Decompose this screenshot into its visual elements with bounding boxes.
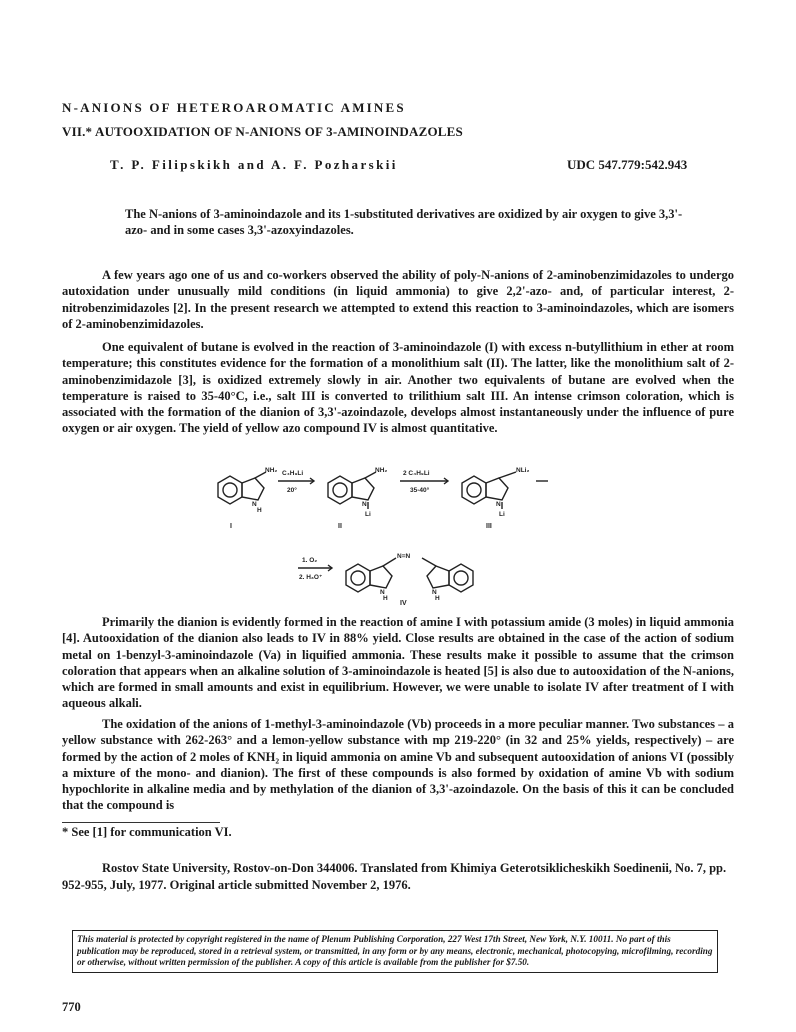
atom-n-IV-right: N [432,589,437,596]
atom-h-IV-right: H [435,595,440,602]
atom-n-IV-left: N [380,589,385,596]
copyright-notice: This material is protected by copyright registered in the name of Plenum Publishing Corporation, 227 West 17th Street, New York, N.Y. 10011. No part of this publication may be reproduced, stored in a retrieval system, or transmitted, in any form or by any means, electronic, mechanical, photocopying, microfilming, recording or otherwise, without written permission of the publisher. A copy of this article is available from the publisher for $7.50. [72,930,718,973]
step-hydrolysis: 2. H₃O⁺ [299,574,323,581]
compound-III-structure [462,472,516,509]
atom-li-III: Li [499,511,505,518]
article-title: VII.* AUTOOXIDATION OF N-ANIONS OF 3-AMINOINDAZOLES [62,124,463,139]
footnote: * See [1] for communication VI. [62,825,232,839]
authors: T. P. Filipskikh and A. F. Pozharskii [110,157,398,172]
page-number: 770 [62,1000,81,1014]
footnote-rule [62,822,220,823]
label-III: III [486,523,492,530]
reagent-1: C₄H₉Li [282,470,304,477]
series-title: N-ANIONS OF HETEROAROMATIC AMINES [62,100,406,115]
substituent-nh2-II: NH₂ [375,467,388,474]
substituent-nh2-I: NH₂ [265,467,278,474]
atom-h-I: H [257,507,262,514]
label-IV: IV [400,600,407,607]
compound-II-structure [328,472,376,509]
azo-bridge: N=N [397,553,411,560]
abstract: The N-anions of 3-aminoindazole and its 1-substituted derivatives are oxidized by air oxygen to give 3,3'-azo- and in some cases 3,3'-azoxyindazoles. [125,207,683,237]
affiliation: Rostov State University, Rostov-on-Don 344006. Translated from Khimiya Geterotsiklicheskikh Soedinenii, No. 7, pp. 952-955, July, 1977. Original article submitted November 2, 1976. [62,861,727,892]
atom-n-II: N [362,501,367,508]
paragraph-1: A few years ago one of us and co-workers observed the ability of poly-N-anions of 2-aminobenzimidazoles to undergo autoxidation under unusually mild conditions (in liquid ammonia) to give 2,2'-azo- and, of particular interest, 2-nitrobenzimidazoles [2]. In the present research we attempted to extend this reaction to 3-aminoindazoles, which are isomers of 2-aminobenzimidazoles. [62,268,734,331]
compound-IV-structure [346,558,473,592]
reagent-2: 2 C₄H₉Li [403,470,430,477]
paragraph-4: The oxidation of the anions of 1-methyl-3-aminoindazole (Vb) proceeds in a more peculiar manner. Two substances – a yellow substance with 262-263° and a lemon-yellow substance with mp 219-220° (in 32 and 25% yields, respectively) – are formed by the action of 2 moles of KNH₂ in liquid ammonia on amine Vb and subsequent autooxidation of anions VI (possibly a mixture of the mono- and dianion). The first of these compounds is also formed by oxidation of amine Vb with sodium hypochlorite in alkaline media and by methylation of the dianion of 3,3'-azoindazole. On the basis of this it can be concluded that the compound is [62,717,734,813]
label-I: I [230,523,232,530]
udc-code: UDC 547.779:542.943 [567,157,688,172]
condition-1: 20° [287,487,297,494]
paragraph-3: Primarily the dianion is evidently formed in the reaction of amine I with potassium amide (3 moles) in liquid ammonia [4]. Autooxidation of the dianion also leads to IV in 88% yield. Close results are obtained in the case of the action of sodium metal on 1-benzyl-3-aminoindazole (Va) in liquified ammonia. These results make it possible to assume that the crimson coloration that appears when an alkaline solution of 3-aminoindazole is heated [5] is also due to autooxidation of the N-anions, which are formed in small amounts and exist in equilibrium. However, we were unable to isolate IV after treatment of I with aqueous alkali. [62,615,734,711]
label-II: II [338,523,342,530]
condition-2: 35-40° [410,487,430,494]
compound-I-structure [218,472,266,504]
reaction-scheme [200,462,600,612]
step-oxidation: 1. O₂ [302,557,318,564]
substituent-nli2-III: NLi₂ [516,467,530,474]
atom-li-II: Li [365,511,371,518]
atom-h-IV-left: H [383,595,388,602]
paragraph-2: One equivalent of butane is evolved in the reaction of 3-aminoindazole (I) with excess n-butyllithium in ether at room temperature; this constitutes evidence for the formation of a monolithium salt (II). The latter, like the monolithium salt of 2-aminobenzimidazole [3], is oxidized extremely slowly in air. Another two equivalents of butane are evolved when the temperature is raised to 35-40°C, i.e., salt III is converted to trilithium salt III. An intense crimson coloration, which is associated with the formation of the dianion of 3,3'-azoindazole, develops almost instantaneously under the influence of pure oxygen or air oxygen. The yield of yellow azo compound IV is almost quantitative. [62,340,734,436]
atom-n-III: N [496,501,501,508]
atom-n-I: N [252,501,257,508]
